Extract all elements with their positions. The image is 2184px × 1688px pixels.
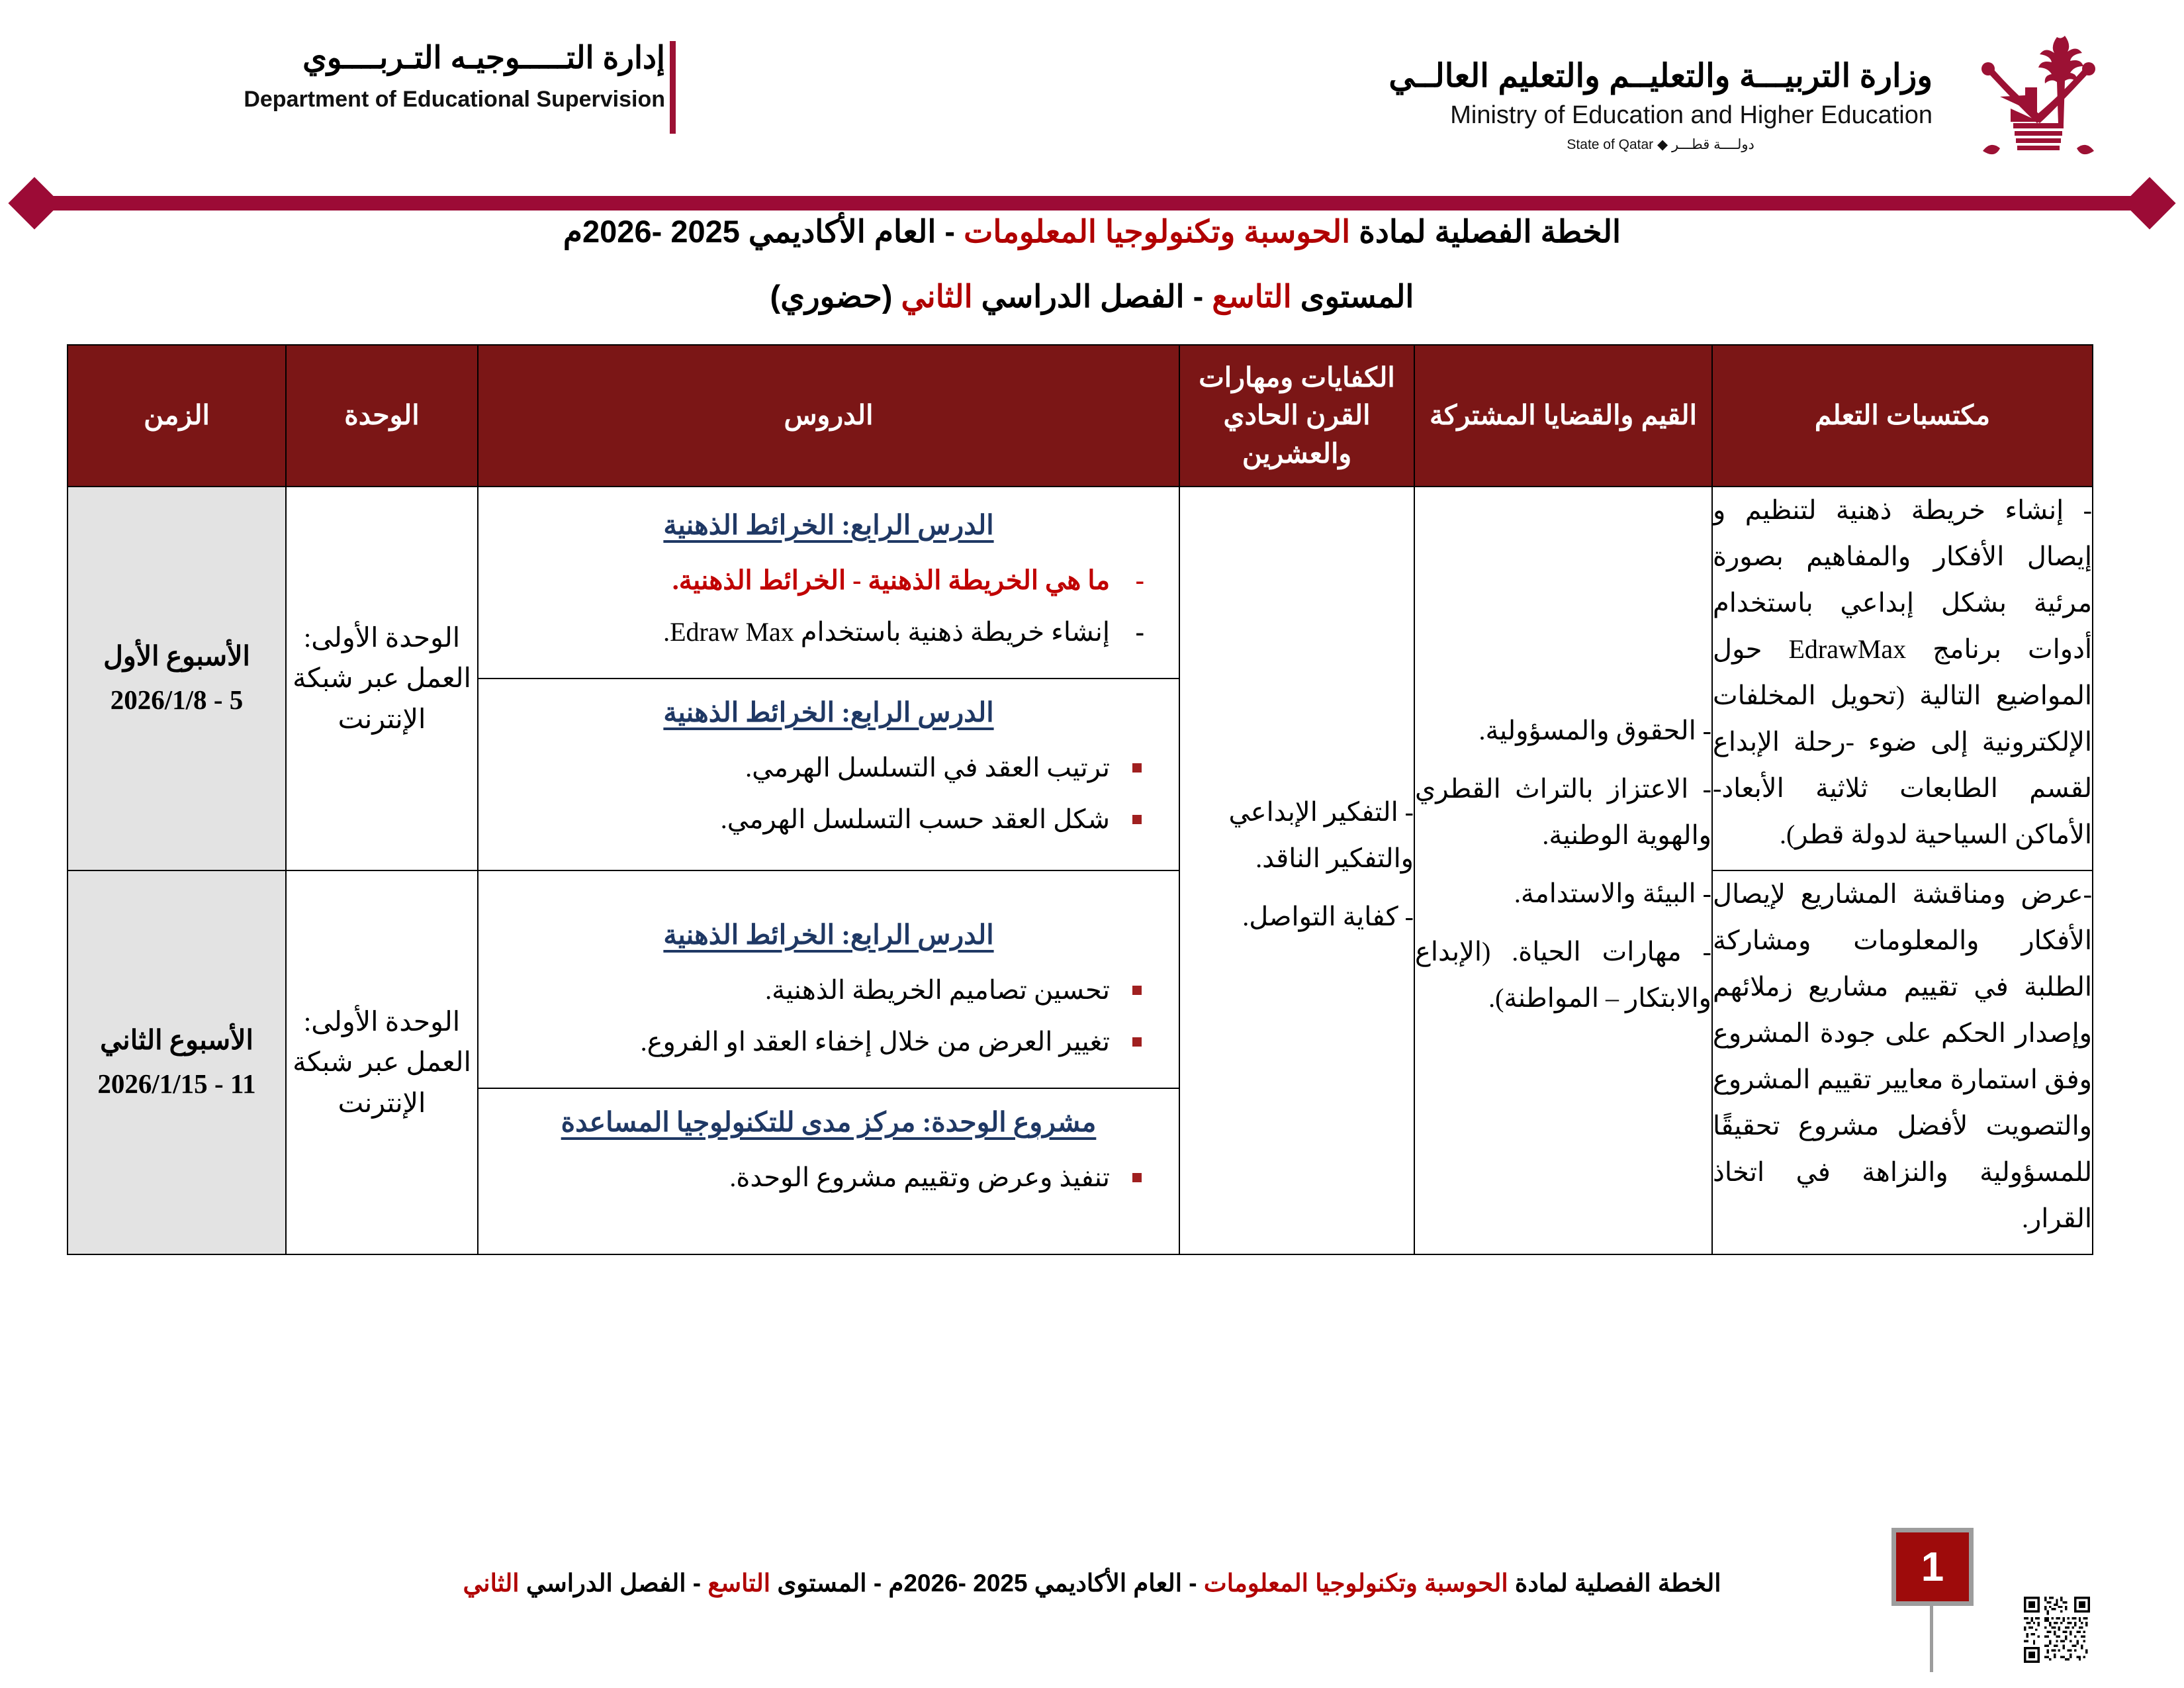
ministry-name-arabic: وزارة التربيـــة والتعليــم والتعليم العالــي [1388, 58, 1933, 94]
week-dates: 5 - 2026/1/8 [110, 684, 244, 715]
footer-prefix: الخطة الفصلية لمادة [1508, 1570, 1721, 1597]
lesson-title: الدرس الرابع: الخرائط الذهنية [663, 509, 994, 540]
value-item: - الاعتزاز بالتراث القطري والهوية الوطنية. [1415, 774, 1711, 850]
column-header-skills: الكفايات ومهارات القرن الحادي والعشرين [1179, 345, 1414, 487]
semester-plan-table [67, 344, 2093, 1255]
page-title [0, 213, 2184, 250]
page-subtitle [0, 278, 2184, 315]
skill-item: - التفكير الإبداعي والتفكير الناقد. [1228, 797, 1414, 873]
lesson-block [478, 492, 1179, 678]
department-name-english: Department of Educational Supervision [244, 86, 665, 112]
cell-lessons-week1 [478, 487, 1179, 870]
department-logo [142, 38, 665, 113]
table-row [68, 487, 2093, 870]
cell-unit-week2: الوحدة الأولى: العمل عبر شبكة الإنترنت [286, 870, 478, 1254]
cell-skills [1179, 487, 1414, 1254]
title-suffix: - العام الأكاديمي 2025 -2026م [563, 214, 964, 249]
state-of-qatar-label: دولــــة قطـــر ◆ State of Qatar [1567, 136, 1754, 152]
cell-lessons-week2 [478, 870, 1179, 1254]
ministry-logo [1244, 26, 2131, 165]
subtitle-level-prefix: المستوى [1291, 279, 1414, 314]
lesson-title: الدرس الرابع: الخرائط الذهنية [663, 919, 994, 950]
lesson-block [478, 678, 1179, 865]
subtitle-term: الثاني [901, 279, 973, 314]
outcome-paragraph: - إنشاء خريطة ذهنية لتنظيم و إيصال الأفكار والمفاهيم بصورة مرئية بشكل إبداعي باستخدام أدوات برنامج EdrawMax حول المواضيع التالية (تحويل المخلفات الإلكترونية إلى ضوء -رحلة الإبداع لقسم الطابعات ثلاثية الأبعاد- الأماكن السياحية لدولة قطر). [1713, 495, 2092, 849]
footer-term-prefix: - الفصل الدراسي [519, 1570, 708, 1597]
semester-plan-table-wrapper [68, 344, 2093, 1255]
footer-level: التاسع [707, 1570, 771, 1597]
column-header-lessons: الدروس [478, 345, 1179, 487]
page-header [0, 0, 2184, 177]
skill-item: - كفاية التواصل. [1242, 902, 1414, 931]
table-row [68, 870, 2093, 1254]
lesson-item: شكل العقد حسب التسلسل الهرمي. [496, 796, 1110, 843]
title-subject: الحوسبة وتكنولوجيا المعلومات [964, 214, 1351, 249]
header-divider-bar [34, 196, 2150, 211]
subtitle-mode: (حضوري) [770, 279, 901, 314]
subtitle-term-prefix: - الفصل الدراسي [972, 279, 1212, 314]
cell-outcomes-week2 [1712, 870, 2093, 1254]
lesson-item: تنفيذ وعرض وتقييم مشروع الوحدة. [496, 1154, 1110, 1201]
outcome-paragraph: -عرض ومناقشة المشاريع لإيصال الأفكار والمعلومات ومشاركة الطلبة في تقييم مشاريع زملائهم وإصدار الحكم على جودة المشروع وفق استمارة معايير تقييم المشروع والتصويت لأفضل مشروع تحقيقًا للمسؤولية والنزاهة في اتخاذ القرار. [1713, 879, 2092, 1233]
value-item: - الحقوق والمسؤولية. [1479, 716, 1711, 745]
column-header-outcomes: مكتسبات التعلم [1712, 345, 2093, 487]
column-header-values: القيم والقضايا المشتركة [1414, 345, 1712, 487]
week-label: الأسبوع الأول [103, 641, 250, 672]
lesson-item: ترتيب العقد في التسلسل الهرمي. [496, 745, 1110, 791]
lesson-item: - ما هي الخريطة الذهنية - الخرائط الذهنية. [496, 557, 1110, 604]
cell-unit-week1: الوحدة الأولى: العمل عبر شبكة الإنترنت [286, 487, 478, 870]
page-number-badge: 1 [1891, 1528, 1974, 1606]
lesson-title: مشروع الوحدة: مركز مدى للتكنولوجيا المساعدة [561, 1107, 1097, 1137]
footer-term: الثاني [463, 1570, 520, 1597]
page-footer [0, 1569, 2184, 1597]
value-item: - مهارات الحياة. (الإبداع والابتكار – المواطنة). [1415, 937, 1711, 1013]
cell-time-week2 [68, 870, 286, 1254]
qr-code-icon [2024, 1597, 2090, 1663]
lesson-block [478, 1088, 1179, 1223]
lesson-title: الدرس الرابع: الخرائط الذهنية [663, 697, 994, 727]
column-header-time: الزمن [68, 345, 286, 487]
lesson-block [478, 902, 1179, 1088]
footer-middle: - العام الأكاديمي 2025 -2026م - المستوى [770, 1570, 1204, 1597]
qatar-state-emblem-icon [1959, 30, 2118, 183]
page-number-stem [1930, 1606, 1933, 1672]
lesson-item: - إنشاء خريطة ذهنية باستخدام Edraw Max. [496, 609, 1110, 655]
lesson-item-list [496, 557, 1161, 655]
lesson-item-list [496, 745, 1161, 843]
table-header-row [68, 345, 2093, 487]
title-prefix: الخطة الفصلية لمادة [1350, 214, 1621, 249]
footer-subject: الحوسبة وتكنولوجيا المعلومات [1203, 1570, 1508, 1597]
column-header-unit: الوحدة [286, 345, 478, 487]
week-dates: 11 - 2026/1/15 [97, 1068, 256, 1099]
cell-time-week1 [68, 487, 286, 870]
department-name-arabic: إدارة التـــــوجيـه التـربــــوي [302, 40, 665, 75]
header-vertical-rule [670, 41, 676, 134]
cell-outcomes-week1 [1712, 487, 2093, 870]
cell-values [1414, 487, 1712, 1254]
lesson-item-list [496, 967, 1161, 1065]
lesson-item-list [496, 1154, 1161, 1201]
ministry-name-english: Ministry of Education and Higher Education [1450, 101, 1933, 129]
lesson-item: تحسين تصاميم الخريطة الذهنية. [496, 967, 1110, 1013]
subtitle-level: التاسع [1212, 279, 1292, 314]
week-label: الأسبوع الثاني [100, 1025, 253, 1056]
lesson-item: تغيير العرض من خلال إخفاء العقد او الفروع. [496, 1019, 1110, 1065]
value-item: - البيئة والاستدامة. [1514, 878, 1711, 908]
